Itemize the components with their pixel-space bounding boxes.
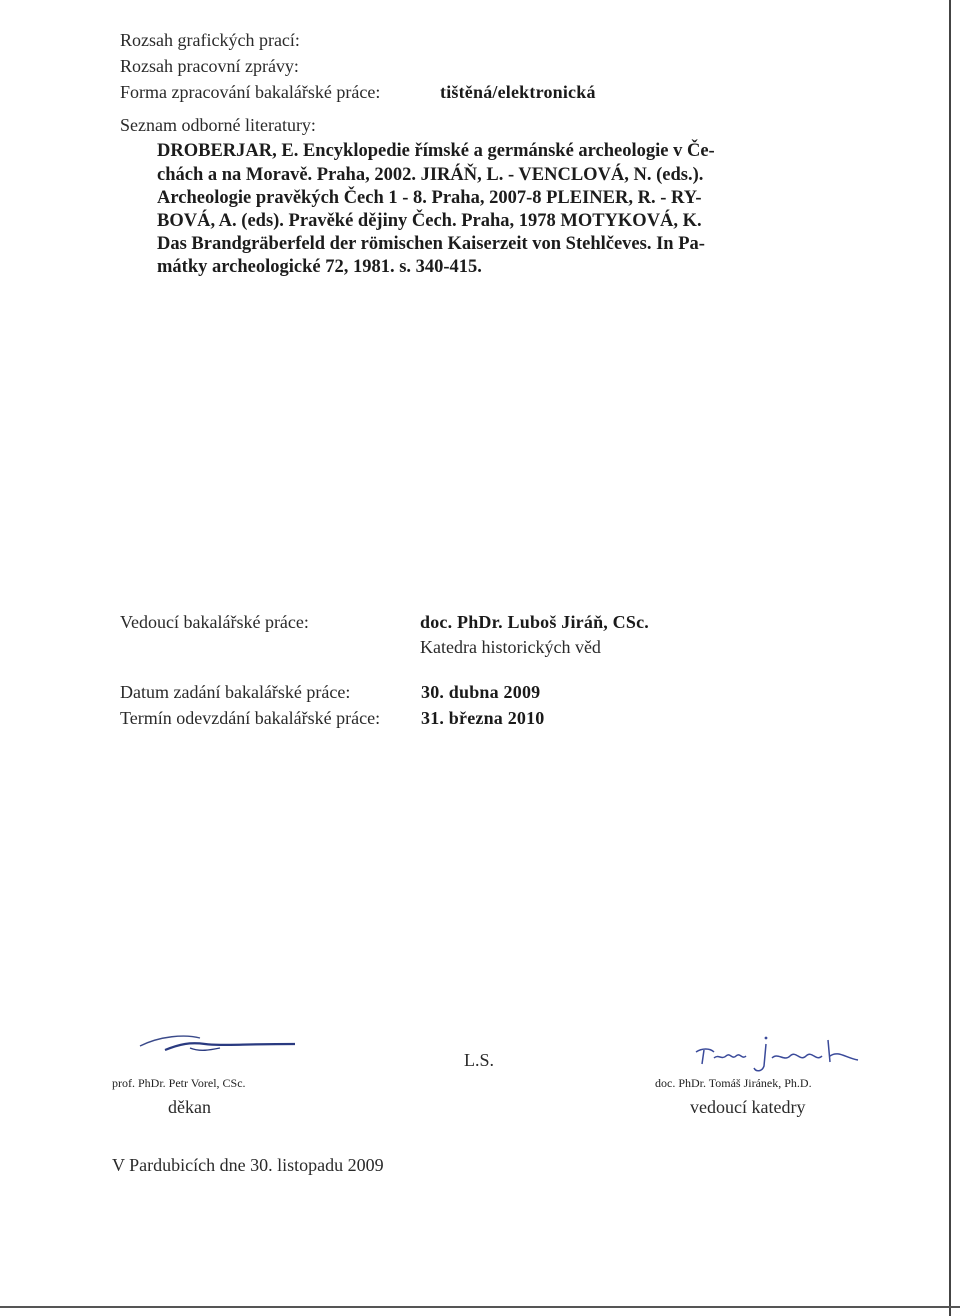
form-value: tištěná/elektronická [440, 82, 596, 102]
literature-label: Seznam odborné literatury: [120, 115, 316, 135]
page-bottom-edge [0, 1306, 960, 1308]
supervisor-name: doc. PhDr. Luboš Jiráň, CSc. [420, 612, 649, 632]
form-label: Forma zpracování bakalářské práce: [120, 82, 381, 102]
literature-line: DROBERJAR, E. Encyklopedie římské a germánské archeologie v Če- [157, 141, 715, 161]
literature-line: Archeologie pravěkých Čech 1 - 8. Praha, 2007-8 PLEINER, R. - RY- [157, 188, 702, 208]
supervisor-label: Vedoucí bakalářské práce: [120, 612, 309, 632]
literature-line: Das Brandgräberfeld der römischen Kaiserzeit von Stehlčeves. In Pa- [157, 234, 705, 254]
dean-signature [130, 1024, 300, 1060]
assigned-date-label: Datum zadání bakalářské práce: [120, 682, 351, 702]
dean-name: prof. PhDr. Petr Vorel, CSc. [112, 1076, 246, 1090]
page-right-edge [949, 0, 951, 1316]
literature-line: BOVÁ, A. (eds). Pravěké dějiny Čech. Praha, 1978 MOTYKOVÁ, K. [157, 211, 702, 231]
head-signature [688, 1030, 868, 1080]
deadline-label: Termín odevzdání bakalářské práce: [120, 708, 381, 728]
literature-line: chách a na Moravě. Praha, 2002. JIRÁŇ, L. - VENCLOVÁ, N. (eds.). [157, 165, 704, 185]
literature-line: mátky archeologické 72, 1981. s. 340-415. [157, 257, 482, 277]
head-name: doc. PhDr. Tomáš Jiránek, Ph.D. [655, 1076, 812, 1090]
stamp-mark: L.S. [464, 1050, 495, 1070]
place-date: V Pardubicích dne 30. listopadu 2009 [112, 1155, 384, 1175]
head-title: vedoucí katedry [690, 1097, 806, 1117]
report-scope-label: Rozsah pracovní zprávy: [120, 56, 299, 76]
graphics-scope-label: Rozsah grafických prací: [120, 30, 300, 50]
supervisor-department: Katedra historických věd [420, 637, 601, 657]
assigned-date-value: 30. dubna 2009 [421, 682, 541, 702]
deadline-value: 31. března 2010 [421, 708, 545, 728]
dean-title: děkan [168, 1097, 211, 1117]
